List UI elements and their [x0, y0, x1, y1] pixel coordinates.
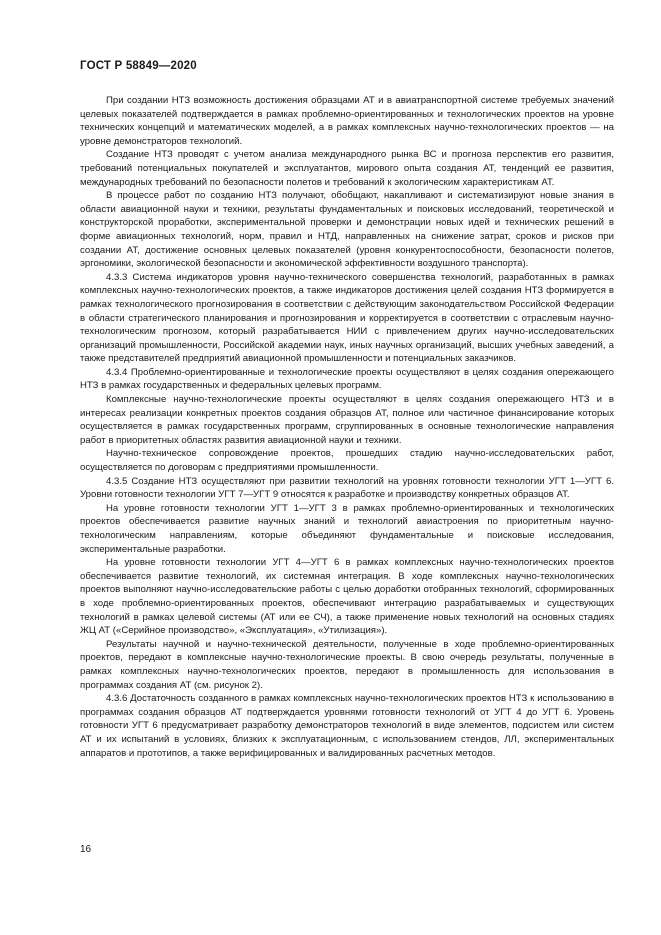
- document-body: [80, 94, 614, 760]
- paragraph: Научно-техническое сопровождение проектов, прошедших стадию научно-исследовательских работ, осуществляется по договорам с предприятиями промышленности.: [80, 448, 614, 474]
- paragraph: Результаты научной и научно-технической деятельности, полученные в ходе проблемно-ориентированных проектов, передают в комплексные научно-технологические проекты. В свою очередь результаты, полученные в рамках комплексных научно-технологических проектов, передают в промышленность для использования в программах создания АТ (см. рисунок 2).: [80, 638, 614, 691]
- document-header: ГОСТ Р 58849—2020: [80, 60, 197, 72]
- paragraph: В процессе работ по созданию НТЗ получают, обобщают, накапливают и систематизируют новые знания в области авиационной науки и техники, результаты фундаментальных и поисковых исследований, теоретической и конструкторской проработки, экспериментальной проверки и демонстрации новых идей и технических решений в форме авиационных технологий, норм, правил и НТД, направленных на снижение затрат, сроков и рисков при создании АТ, достижение основных целевых показателей (уровня конкурентоспособности, безопасности полетов, эргономики, экологической безопасности и экономической эффективности воздушного транспорта).: [80, 190, 614, 270]
- paragraph: 4.3.4 Проблемно-ориентированные и технологические проекты осуществляют в целях создания опережающего НТЗ в рамках государственных и федеральных целевых программ.: [80, 366, 614, 392]
- page-number: 16: [80, 844, 92, 855]
- paragraph: 4.3.3 Система индикаторов уровня научно-технического совершенства технологий, разработанных в рамках комплексных научно-технологических проектов, а также индикаторов достижения целей создания НТЗ формируется в рамках технологического прогнозирования в соответствии с действующим законодательством Российской Федерации в области стратегического планирования и прогнозирования и корректируется в соответствии с отраслевым научно-технологическим прогнозом, который разрабатывается НИИ с привлечением других научно-исследовательских организаций промышленности, Российской академии наук, иных научных организаций, высших учебных заведений, а также представителей предприятий авиационной промышленности и потенциальных заказчиков.: [80, 271, 614, 365]
- paragraph: Комплексные научно-технологические проекты осуществляют в целях создания опережающего НТЗ и в интересах реализации конкретных проектов создания образцов АТ, полное или частичное финансирование которых осуществляется в рамках государственных программ, сгруппированных в основные технологические направления работ в приоритетных областях развития авиационной науки и техники.: [80, 394, 614, 446]
- paragraph: 4.3.6 Достаточность созданного в рамках комплексных научно-технологических проектов НТЗ к использованию в программах создания образцов АТ подтверждается уровнями готовности технологий от УГТ 4 до УГТ 6. Уровень готовности УГТ 6 предусматривает разработку демонстраторов технологий в виде элементов, подсистем или систем АТ и их испытаний в условиях, близких к эксплуатационным, с использованием стендов, ЛЛ, экспериментальных аппаратов и прототипов, а также верифицированных и валидированных расчетных методов.: [80, 693, 614, 759]
- paragraph: На уровне готовности технологии УГТ 1—УГТ 3 в рамках проблемно-ориентированных и технологических проектов обеспечивается развитие научных знаний и технологий авиастроения по приоритетным научно-технологическим направлениям, которые объединяют фундаментальные и поисковые исследования, экспериментальные разработки.: [80, 502, 614, 555]
- paragraph: 4.3.5 Создание НТЗ осуществляют при развитии технологий на уровнях готовности технологии УГТ 1—УГТ 6. Уровни готовности технологии УГТ 7—УГТ 9 относятся к разработке и производству конкретных образцов АТ.: [80, 475, 614, 501]
- paragraph: На уровне готовности технологии УГТ 4—УГТ 6 в рамках комплексных научно-технологических проектов обеспечивается развитие технологий, их системная интеграция. В ходе комплексных научно-технологических проектов выполняют научно-исследовательские работы с целью доработки отобранных технологий, сформированных в ходе проблемно-ориентированных проектов, обеспечивают интеграцию разрабатываемых и существующих технологий в рамках целевой системы (АТ или ее СЧ), а также применение новых технологий на основных стадиях ЖЦ АТ («Серийное производство», «Эксплуатация», «Утилизация»).: [80, 557, 614, 637]
- paragraph: При создании НТЗ возможность достижения образцами АТ и в авиатранспортной системе требуемых значений целевых показателей подтверждается в рамках проблемно-ориентированных и технологических проектов на уровне технических концепций и математических моделей, а в рамках комплексных научно-технологических проектов — на уровне демонстраторов технологий.: [80, 95, 614, 147]
- paragraph: Создание НТЗ проводят с учетом анализа международного рынка ВС и прогноза перспектив его развития, требований потенциальных покупателей и эксплуатантов, мирового опыта создания АТ, тенденций ее развития, международных требований по безопасности полетов и требований к экологическим характеристикам АТ.: [80, 149, 614, 188]
